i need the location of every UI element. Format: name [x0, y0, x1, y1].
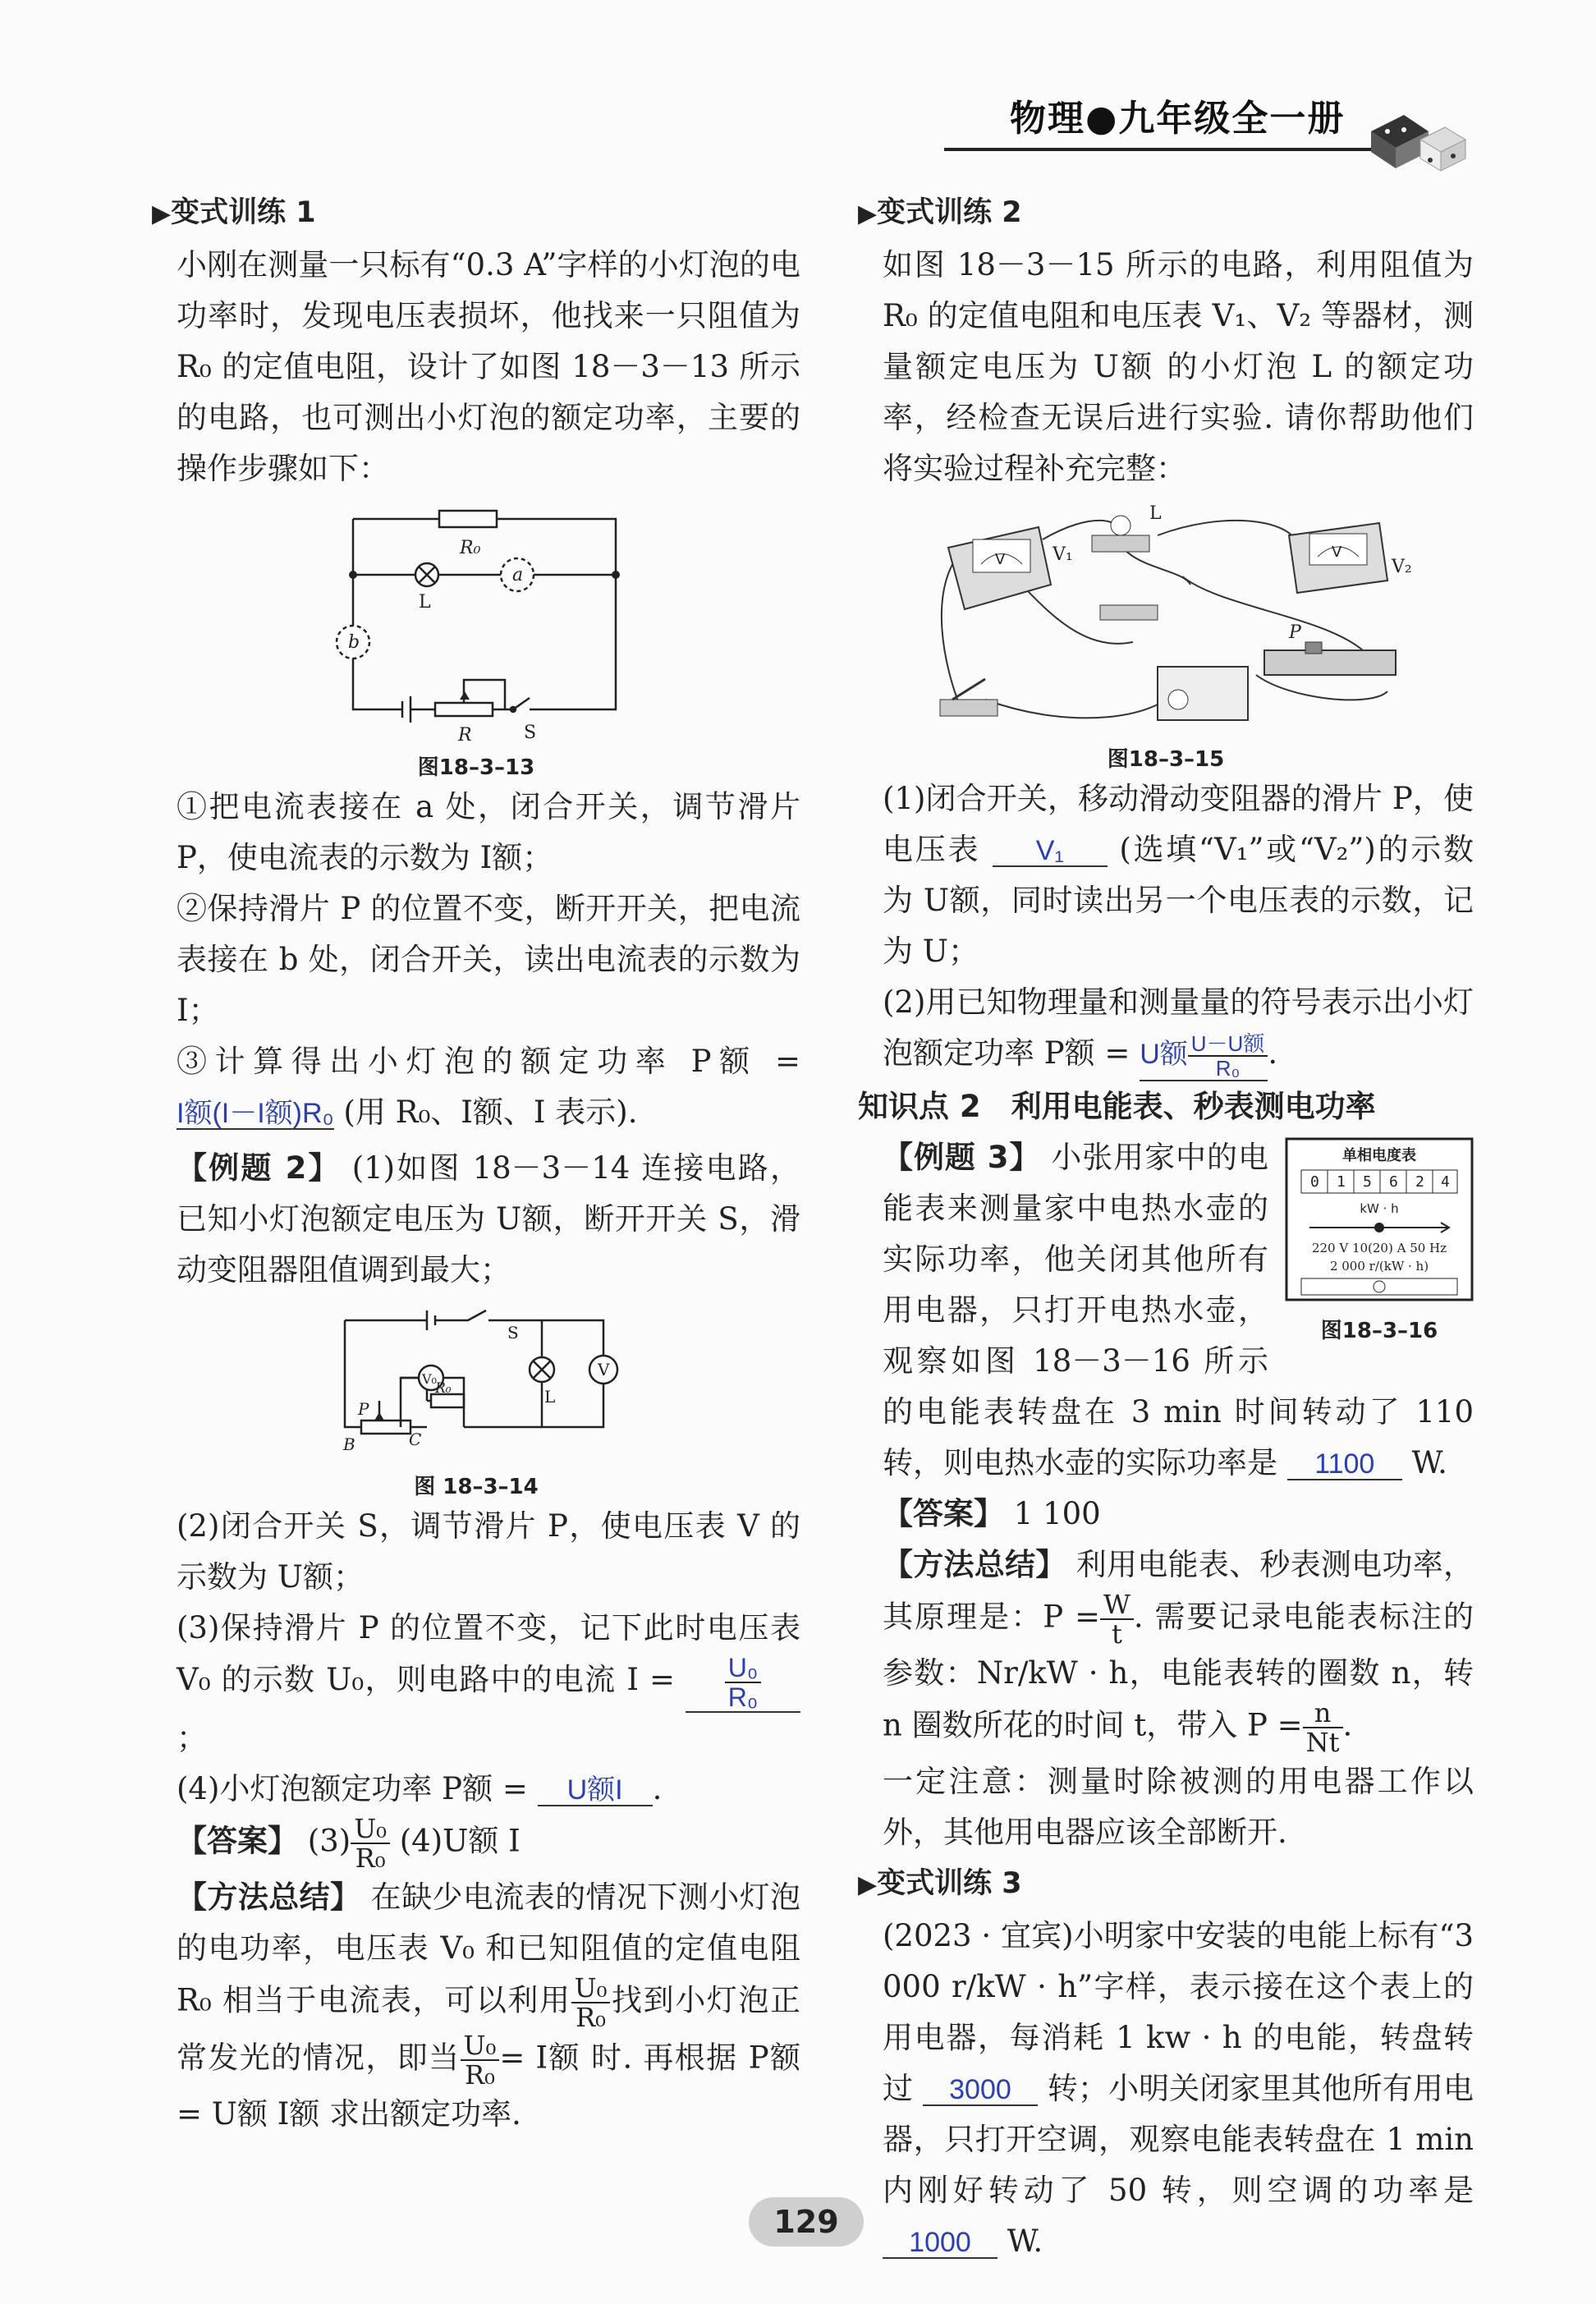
resistor-r0-icon [1100, 605, 1158, 620]
svg-text:2: 2 [1415, 1173, 1424, 1191]
train3-heading: ▶变式训练 3 [858, 1867, 1022, 1901]
ex3-text: 【例题 3】 小张用家中的电能表来测量家中电热水壶的实际功率，他关闭其他所有用电器，只打开电热水壶，观察如图 18－3－16 所示的电能表转盘在 3 min 时间转动了 110 转，则电热水壶的实际功率是 1100 W. [883, 1140, 1474, 1481]
fig-caption-18-3-14: 图 18–3–14 [414, 1475, 539, 1499]
label-r0: R₀ [460, 538, 481, 558]
train1-step2: ②保持滑片 P 的位置不变，断开开关，把电流表接在 b 处，闭合开关，读出电流表的示数为 I； [177, 891, 800, 1028]
label-s2: S [507, 1323, 519, 1342]
train1-step3-answer: I额(I－I额)R₀ [177, 1098, 334, 1129]
rheostat-icon [1264, 622, 1396, 675]
train2-q1-answer: V₁ [993, 836, 1108, 867]
ex2-q4-answer: U额I [538, 1775, 653, 1806]
svg-text:4: 4 [1441, 1173, 1450, 1191]
knowledge-point-2-title: 知识点 2 利用电能表、秒表测电功率 [858, 1089, 1376, 1125]
dice-decoration-icon [1363, 99, 1470, 172]
svg-text:L: L [1149, 503, 1162, 524]
ex2-text: 【例题 2】 (1)如图 18－3－14 连接电路，已知小灯泡额定电压为 U额，断开开关 S，滑动变阻器阻值调到最大； [177, 1150, 800, 1287]
label-s: S [524, 723, 537, 743]
fig-caption-18-3-15: 图18–3–15 [1107, 747, 1225, 772]
lamp-icon [1092, 503, 1162, 552]
page-header-title: 物理●九年级全一册 [1010, 98, 1346, 140]
circuit-diagram-18-3-13 [296, 503, 657, 749]
voltmeter-v1-icon [948, 527, 1073, 609]
ex2-method: 【方法总结】 在缺少电流表的情况下测小灯泡的电功率，电压表 V₀ 和已知阻值的定值电阻 R₀ 相当于电流表，可以利用 $\frac{\text{U₀}}{\text{R₀}}$ 找到小灯泡正常发光的情况，即当 $\frac{\text{U₀}}{\text{R₀}}$ = I额 时. 再根据 P额 = U额 I额 求出额定功率. [177, 1879, 801, 2132]
label-r: R [458, 725, 472, 746]
label-p: P [358, 1399, 369, 1419]
train2-q1: (1)闭合开关，移动滑动变阻器的滑片 P，使电压表 V₁ (选填“V₁”或“V₂”)的示数为 U额，同时读出另一个电压表的示数，记为 U； [883, 781, 1474, 969]
svg-text:0: 0 [1310, 1173, 1319, 1191]
train2-text: 如图 18－3－15 所示的电路，利用阻值为 R₀ 的定值电阻和电压表 V₁、V₂ 等器材，测量额定电压为 U额 的小灯泡 L 的额定功率，经检查无误后进行实验. 请你帮助他们将实验过程补充完整： [883, 247, 1474, 486]
svg-text:V: V [995, 551, 1006, 568]
ex2-answer: 【答案】 (3) $\frac{\text{U₀}}{\text{R₀}}$ (4)U额 I [177, 1813, 521, 1874]
label-lamp: L [419, 592, 431, 613]
train3-answer-1: 3000 [923, 2075, 1038, 2106]
power-supply-icon [1158, 667, 1248, 720]
left-column [152, 187, 800, 2140]
ex3-answer: 1100 [1287, 1449, 1402, 1480]
label-c: C [409, 1430, 422, 1449]
label-b: b [348, 632, 360, 653]
svg-text:单相电度表: 单相电度表 [1342, 1147, 1416, 1165]
label-v: V [598, 1360, 610, 1379]
train3-text: (2023 · 宜宾)小明家中安装的电能上标有“3 000 r/kW · h”字样，表示接在这个表上的用电器，每消耗 1 kw · h 的电能，转盘转过 3000 转；小明关闭家里其他所有用电器，只打开空调，观察电能表转盘在 1 min 内刚好转动了 50 转，则空调的功率是 1000 W. [883, 1918, 1474, 2260]
switch-icon [940, 679, 998, 716]
label-a: a [512, 565, 524, 585]
right-column [858, 187, 1474, 2267]
svg-text:1: 1 [1337, 1173, 1346, 1191]
svg-text:P: P [1289, 622, 1301, 643]
ex3-answer-line: 【答案】 1 100 [883, 1496, 1101, 1532]
ex3-note: 一定注意：测量时除被测的用电器工作以外，其他用电器应该全部断开. [883, 1764, 1474, 1851]
svg-text:V₁: V₁ [1053, 544, 1073, 565]
train1-text: 小刚在测量一只标有“0.3 A”字样的小灯泡的电功率时，发现电压表损坏，他找来一只阻值为 R₀ 的定值电阻，设计了如图 18－3－13 所示的电路，也可测出小灯泡的额定功率，主要的操作步骤如下： [177, 247, 800, 486]
train2-heading: ▶变式训练 2 [858, 196, 1022, 229]
train2-q2-answer: U额 $\frac{\text{U－U额}}{\text{R₀}}$ [1140, 1032, 1268, 1081]
svg-text:V₂: V₂ [1392, 557, 1412, 577]
ex2-q3-answer: $\frac{\text{U₀}}{\text{R₀}}$ [686, 1654, 800, 1713]
fig-caption-18-3-13: 图18–3–13 [417, 755, 535, 780]
svg-text:5: 5 [1363, 1173, 1372, 1191]
electric-meter-figure [1285, 1137, 1474, 1345]
label-v0: V₀ [422, 1371, 437, 1387]
label-r0-2: R₀ [435, 1380, 452, 1397]
label-l2: L [544, 1387, 556, 1407]
ex3-method: 【方法总结】 利用电能表、秒表测电功率，其原理是：P = $\frac{W}{t}$ . 需要记录电能表标注的参数：Nr/kW · h，电能表转的圈数 n，转 n 圈数所花的时间 t，带入 P = $\frac{n}{Nt}$ . [883, 1547, 1474, 1759]
fig-caption-18-3-16: 图18–3–16 [1320, 1319, 1438, 1344]
train3-answer-2: 1000 [883, 2228, 998, 2259]
svg-text:2 000 r/(kW · h): 2 000 r/(kW · h) [1329, 1259, 1429, 1274]
svg-text:6: 6 [1389, 1173, 1398, 1191]
header-divider [944, 148, 1404, 151]
train2-q2: (2)用已知物理量和测量量的符号表示出小灯泡额定功率 P额 = U额 $\frac{\text{U－U额}}{\text{R₀}}$ . [883, 984, 1474, 1081]
label-b2: B [343, 1434, 355, 1454]
train1-step1: ①把电流表接在 a 处，闭合开关，调节滑片 P，使电流表的示数为 I额； [177, 789, 800, 875]
circuit-photo-18-3-15 [911, 503, 1420, 741]
svg-text:V: V [1332, 544, 1342, 561]
ex2-q4: (4)小灯泡额定功率 P额 = U额I . [177, 1771, 663, 1806]
page-number: 129 [749, 2197, 864, 2247]
train1-step3: ③计算得出小灯泡的额定功率 P额 = I额(I－I额)R₀ (用 R₀、I额、I 表示). [177, 1044, 800, 1130]
ex2-q3: (3)保持滑片 P 的位置不变，记下此时电压表 V₀ 的示数 U₀，则电路中的电流 I = $\frac{\text{U₀}}{\text{R₀}}$ ； [177, 1610, 800, 1756]
ex2-q2: (2)闭合开关 S，调节滑片 P，使电压表 V 的示数为 U额； [177, 1508, 800, 1595]
train1-heading: ▶变式训练 1 [152, 196, 316, 229]
electric-meter-icon [1285, 1137, 1474, 1301]
circuit-diagram-18-3-14 [312, 1304, 640, 1468]
svg-text:220 V 10(20) A 50 Hz: 220 V 10(20) A 50 Hz [1311, 1241, 1447, 1256]
voltmeter-v2-icon [1289, 523, 1412, 593]
svg-text:kW · h: kW · h [1360, 1201, 1399, 1217]
